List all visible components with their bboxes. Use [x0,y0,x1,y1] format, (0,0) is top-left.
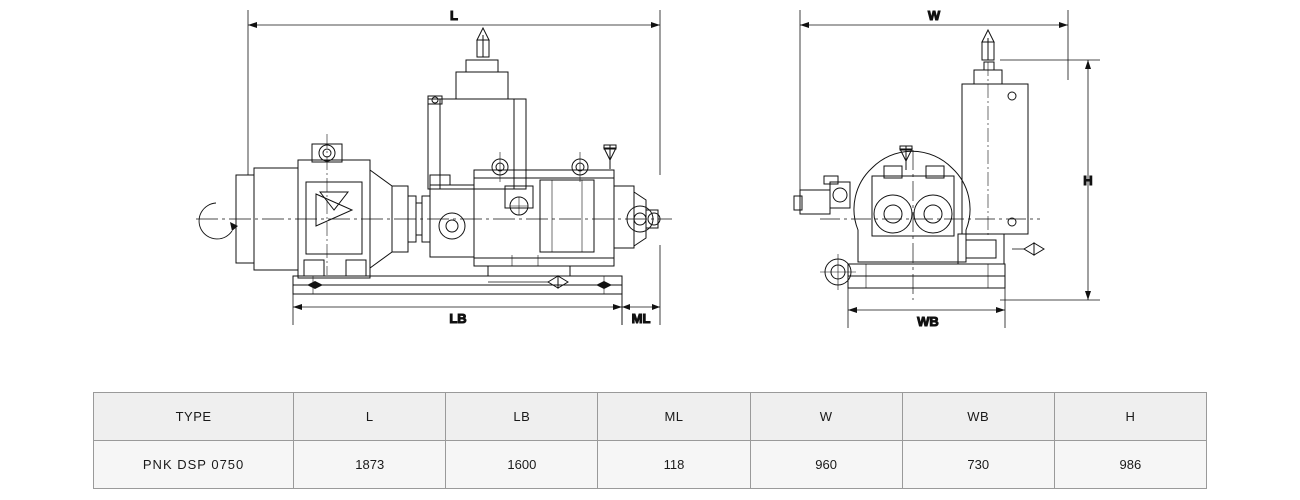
label-W: W [927,8,941,23]
table-row [94,441,1207,489]
cell-ml: 118 [598,441,750,489]
side-view [196,8,672,326]
cell-type: PNK DSP 0750 [94,441,294,489]
label-H: H [1083,173,1093,188]
dimension-L [248,10,660,175]
cell-wb: 730 [902,441,1054,489]
col-header-h: H [1054,393,1206,441]
label-L: L [450,8,458,23]
label-ML: ML [631,311,651,326]
cell-lb: 1600 [446,441,598,489]
table-header-row [94,393,1207,441]
cell-w: 960 [750,441,902,489]
label-WB: WB [917,314,939,329]
cell-h: 986 [1054,441,1206,489]
cell-l: 1873 [294,441,446,489]
col-header-w: W [750,393,902,441]
specification-table [93,392,1207,489]
col-header-l: L [294,393,446,441]
col-header-lb: LB [446,393,598,441]
end-view [794,8,1100,329]
col-header-type: TYPE [94,393,294,441]
col-header-wb: WB [902,393,1054,441]
label-LB: LB [449,311,467,326]
col-header-ml: ML [598,393,750,441]
